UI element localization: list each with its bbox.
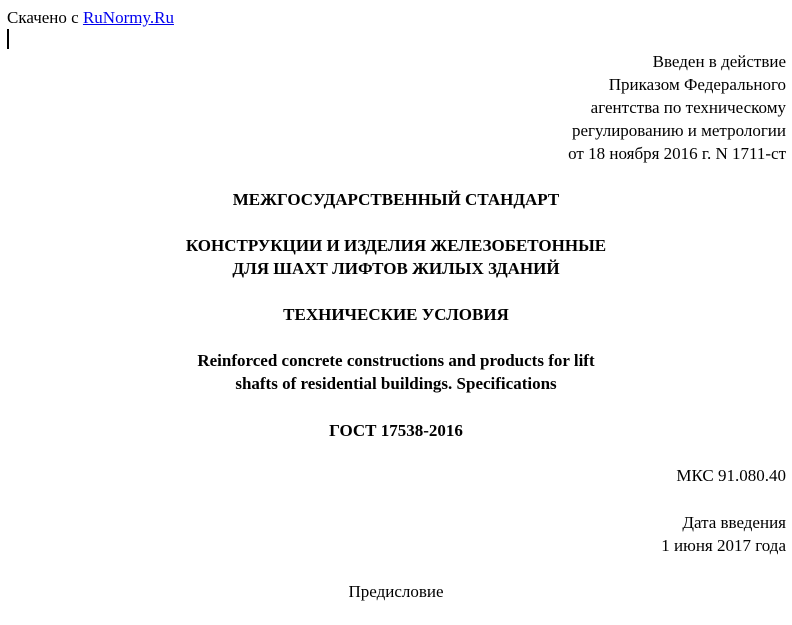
introduction-date-block: [661, 511, 786, 557]
approval-line: Введен в действие: [652, 52, 786, 71]
source-prefix: Скачено с: [7, 8, 83, 27]
title-line-2: ДЛЯ ШАХТ ЛИФТОВ ЖИЛЫХ ЗДАНИЙ: [232, 259, 560, 278]
source-line: [7, 6, 174, 29]
document-subtitle: [0, 303, 792, 326]
approval-block: [568, 50, 786, 165]
approval-line: регулированию и метрологии: [571, 121, 786, 140]
introduction-date-value: 1 июня 2017 года: [661, 536, 786, 555]
source-link[interactable]: RuNormy.Ru: [82, 8, 174, 27]
designation-text: ГОСТ 17538-2016: [329, 421, 463, 440]
text-cursor: [7, 29, 9, 49]
title-line-1: КОНСТРУКЦИИ И ИЗДЕЛИЯ ЖЕЛЕЗОБЕТОННЫЕ: [185, 236, 607, 255]
english-title: [0, 349, 792, 395]
standard-type-text: МЕЖГОСУДАРСТВЕННЫЙ СТАНДАРТ: [232, 190, 560, 209]
mks-code: МКС 91.080.40: [676, 466, 786, 485]
subtitle-text: ТЕХНИЧЕСКИЕ УСЛОВИЯ: [283, 305, 509, 324]
standard-type-heading: [0, 188, 792, 211]
foreword-heading: Предисловие: [348, 582, 444, 601]
introduction-date-label: Дата введения: [682, 513, 786, 532]
document-title: [0, 234, 792, 280]
english-title-line-2: shafts of residential buildings. Specifications: [235, 374, 557, 393]
standard-designation: [0, 419, 792, 442]
english-title-line-1: Reinforced concrete constructions and products for lift: [197, 351, 595, 370]
approval-line: агентства по техническому: [590, 98, 786, 117]
approval-line: Приказом Федерального: [608, 75, 786, 94]
approval-line: от 18 ноября 2016 г. N 1711-ст: [568, 144, 786, 163]
